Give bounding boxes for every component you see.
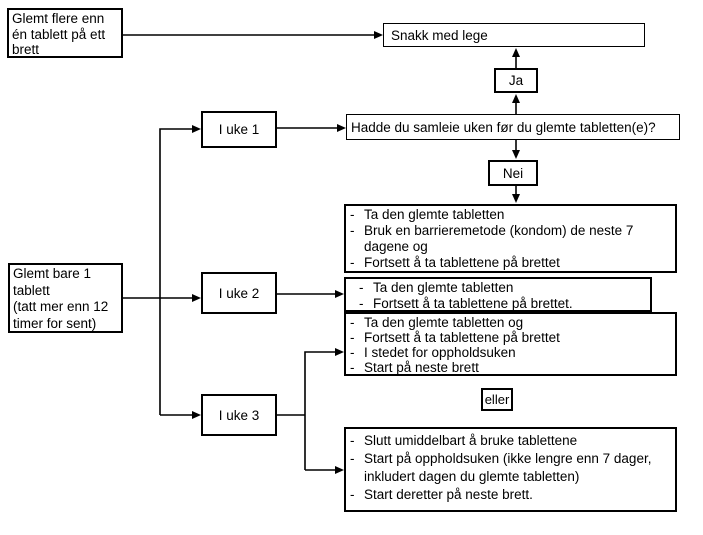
node-talk-to-doctor <box>383 23 645 47</box>
intercourse-question-label: Hadde du samleie uken før du glemte tabletten(e)? <box>351 119 656 135</box>
action-text: - Fortsett å ta tablettene på brettet <box>364 255 560 270</box>
node-week2-actions <box>344 277 652 312</box>
talk-to-doctor-label: Snakk med lege <box>391 27 488 43</box>
node-no <box>488 160 538 186</box>
list-item <box>350 432 665 450</box>
node-week3-actions-option-b <box>344 427 677 512</box>
list-item <box>359 296 640 312</box>
node-week-3 <box>201 394 277 436</box>
week-1-label: I uke 1 <box>218 122 260 137</box>
action-text: - Start på oppholdsuken (ikke lengre enn 7 dager, inkludert dagen du glemte tabletten) <box>364 451 652 484</box>
list-item <box>350 255 665 271</box>
node-yes <box>494 68 538 93</box>
action-text: - Ta den glemte tabletten og <box>364 315 524 330</box>
forgot-one-line1: Glemt bare 1 tablett <box>13 266 92 298</box>
node-intercourse-question <box>346 114 680 140</box>
list-item <box>350 207 665 223</box>
action-text: - Slutt umiddelbart å bruke tablettene <box>364 433 578 448</box>
node-week-2 <box>201 272 277 314</box>
forgot-one-line2: (tatt mer enn 12 timer for sent) <box>13 299 109 331</box>
action-text: - Start deretter på neste brett. <box>364 487 533 502</box>
list-item <box>350 360 665 375</box>
yes-label: Ja <box>508 73 524 88</box>
no-label: Nei <box>502 165 524 181</box>
week-2-label: I uke 2 <box>218 285 260 301</box>
list-item <box>350 223 665 255</box>
node-or <box>481 388 513 411</box>
action-text: - I stedet for oppholdsuken <box>364 345 516 360</box>
action-text: - Bruk en barrieremetode (kondom) de neste 7 dagene og <box>364 223 634 254</box>
action-text: - Start på neste brett <box>364 360 479 375</box>
node-week-1 <box>201 111 277 148</box>
node-week3-actions-option-a <box>344 312 677 376</box>
list-item <box>350 450 665 486</box>
list-item <box>350 486 665 504</box>
action-text: - Ta den glemte tabletten <box>373 280 514 295</box>
list-item <box>350 330 665 345</box>
or-label: eller <box>484 392 510 407</box>
action-text: - Fortsett å ta tablettene på brettet <box>364 330 560 345</box>
node-forgot-one-pill <box>8 263 123 333</box>
list-item <box>350 345 665 360</box>
action-text: - Ta den glemte tabletten <box>364 207 505 222</box>
action-text: - Fortsett å ta tablettene på brettet. <box>373 295 573 311</box>
node-forgot-multiple-pills: Glemt flere enn én tablett på ett brett <box>7 8 123 58</box>
list-item <box>350 315 665 330</box>
list-item <box>359 280 640 296</box>
week-3-label: I uke 3 <box>218 407 260 423</box>
node-week1-actions <box>344 204 677 273</box>
